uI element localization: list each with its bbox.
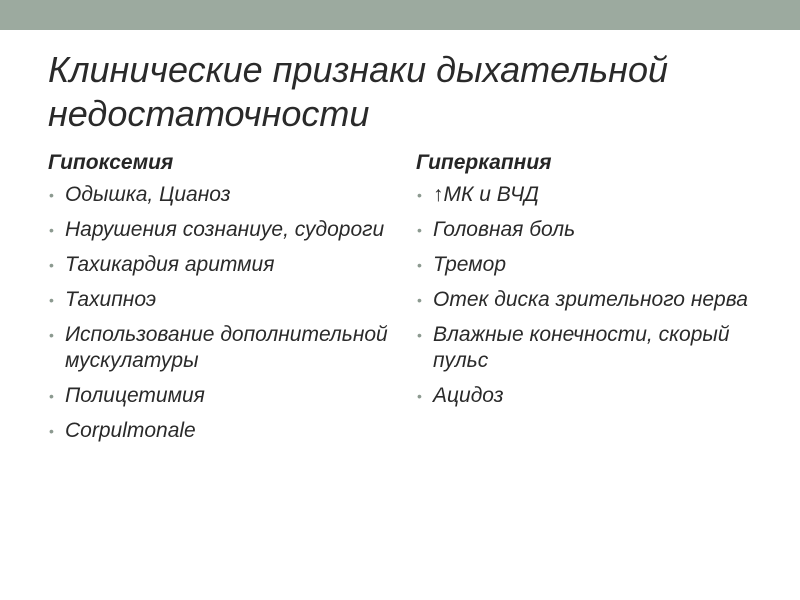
bullet-icon: • [417, 222, 422, 238]
list-item-text: Corpulmonale [65, 419, 196, 442]
hypoxemia-column [48, 150, 393, 453]
bullet-icon: • [417, 257, 422, 273]
list-item-text: Нарушения сознаниye, судороги [65, 218, 385, 241]
list-item-text: Тремор [433, 253, 507, 276]
hypercapnia-column [416, 150, 776, 418]
bullet-icon: • [49, 187, 54, 203]
list-item-text: Тахипноэ [65, 288, 157, 311]
list-item-text: Тахикардия аритмия [65, 253, 275, 276]
list-item [48, 217, 393, 243]
list-item [48, 287, 393, 313]
list-item [416, 252, 776, 278]
hypercapnia-list [416, 182, 776, 409]
list-item-text: Отек диска зрительного нерва [433, 288, 748, 311]
list-item [48, 182, 393, 208]
bullet-icon: • [417, 292, 422, 308]
bullet-icon: • [49, 327, 54, 343]
bullet-icon: • [417, 187, 422, 203]
list-item [48, 322, 393, 374]
bullet-icon: • [417, 388, 422, 404]
list-item [416, 287, 776, 313]
list-item-text: ↑МК и ВЧД [433, 183, 539, 206]
bullet-icon: • [49, 257, 54, 273]
hypercapnia-heading: Гиперкапния [416, 151, 552, 174]
list-item [416, 182, 776, 208]
list-item [48, 252, 393, 278]
list-item [416, 322, 776, 374]
bullet-icon: • [49, 222, 54, 238]
bullet-icon: • [417, 327, 422, 343]
list-item [416, 217, 776, 243]
list-item-text: Головная боль [433, 218, 576, 241]
list-item-text: Полицетимия [65, 384, 205, 407]
hypoxemia-heading: Гипоксемия [48, 151, 174, 174]
list-item-text: Одышка, Цианоз [65, 183, 231, 206]
list-item [48, 383, 393, 409]
list-item-text: Влажные конечности, скорый пульс [433, 323, 730, 372]
slide-title: Клинические признаки дыхательной недостаточности [48, 49, 669, 134]
bullet-icon: • [49, 388, 54, 404]
bullet-icon: • [49, 292, 54, 308]
list-item [416, 383, 776, 409]
bullet-icon: • [49, 423, 54, 439]
list-item-text: Ацидоз [433, 384, 504, 407]
list-item-text: Использование дополнительной мускулатуры [65, 323, 388, 372]
list-item [48, 418, 393, 444]
hypoxemia-list [48, 182, 393, 444]
slide-top-bar [0, 0, 800, 30]
